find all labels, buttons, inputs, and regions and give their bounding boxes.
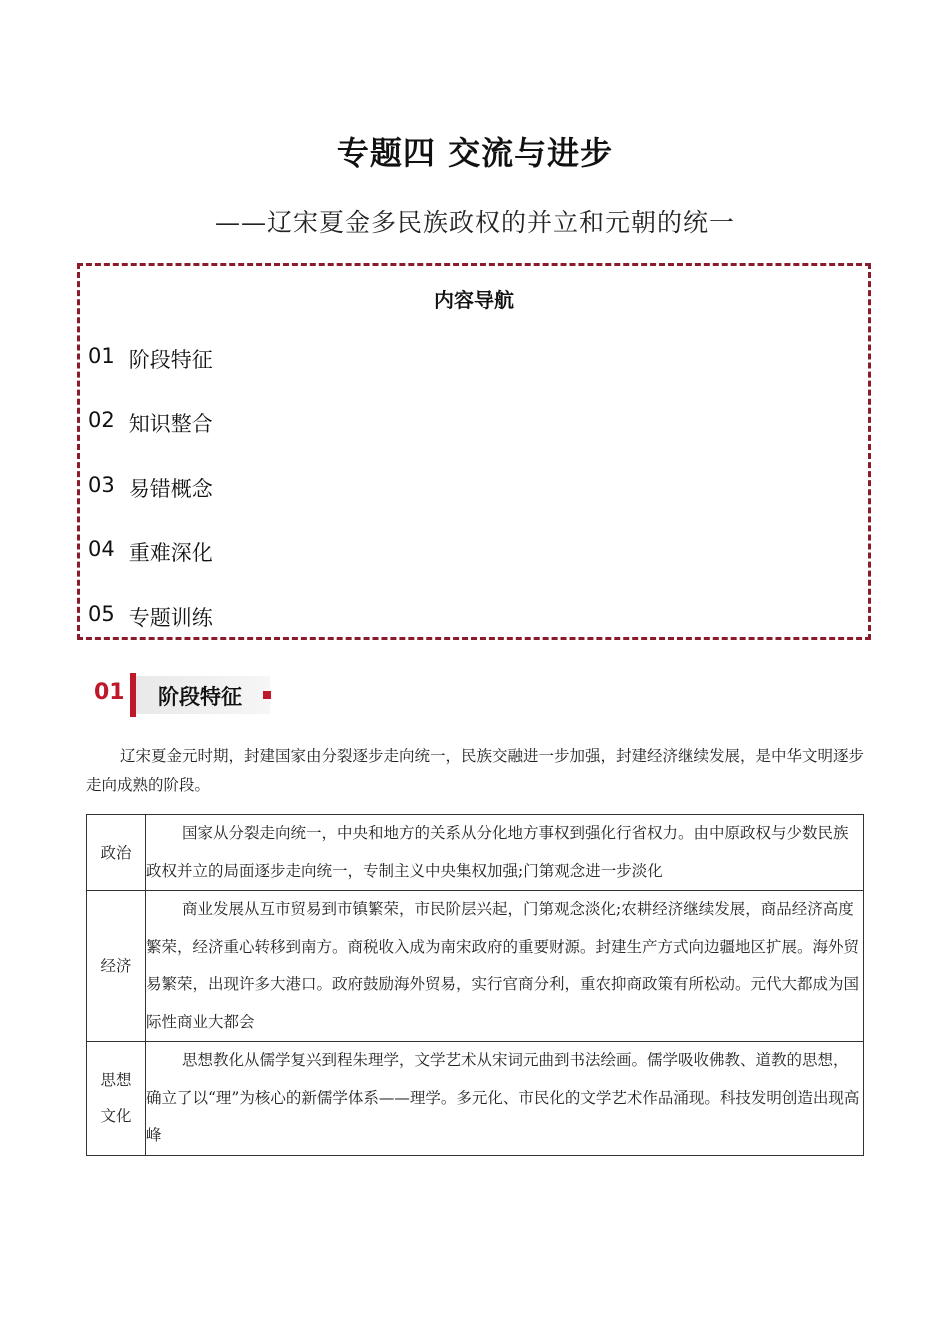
nav-item-label: 专题训练 <box>128 606 213 630</box>
page-title: 专题四 交流与进步 <box>336 134 614 172</box>
nav-item-number: 02 <box>88 408 115 432</box>
nav-item-4[interactable] <box>88 537 213 567</box>
nav-item-5[interactable] <box>88 602 213 632</box>
section-header <box>90 670 280 720</box>
nav-item-number: 04 <box>88 537 115 561</box>
row-label: 政治 <box>87 815 146 891</box>
section-square-icon <box>263 691 271 699</box>
row-content: 商业发展从互市贸易到市镇繁荣，市民阶层兴起，门第观念淡化;农耕经济继续发展，商品经济高度繁荣，经济重心转移到南方。商税收入成为南宋政府的重要财源。封建生产方式向边疆地区扩展。海外贸易繁荣，出现许多大港口。政府鼓励海外贸易，实行官商分利，重农抑商政策有所松动。元代大都成为国际性商业大都会 <box>146 891 864 1042</box>
row-content: 思想教化从儒学复兴到程朱理学，文学艺术从宋词元曲到书法绘画。儒学吸收佛教、道教的思想，确立了以“理”为核心的新儒学体系——理学。多元化、市民化的文学艺术作品涌现。科技发明创造出现高峰 <box>146 1042 864 1156</box>
nav-title: 内容导航 <box>434 288 514 312</box>
section-number: 01 <box>94 680 125 705</box>
nav-item-number: 03 <box>88 473 115 497</box>
nav-item-2[interactable] <box>88 408 213 438</box>
table-row <box>87 891 864 1042</box>
intro-paragraph: 辽宋夏金元时期，封建国家由分裂逐步走向统一，民族交融进一步加强，封建经济继续发展，是中华文明逐步走向成熟的阶段。 <box>86 747 865 794</box>
row-label: 思想文化 <box>87 1042 146 1156</box>
content-navigation-box <box>77 263 871 640</box>
section-label: 阶段特征 <box>158 685 242 709</box>
table-row <box>87 1042 864 1156</box>
row-content: 国家从分裂走向统一，中央和地方的关系从分化地方事权到强化行省权力。由中原政权与少数民族政权并立的局面逐步走向统一，专制主义中央集权加强;门第观念进一步淡化 <box>146 815 864 891</box>
stage-features-table <box>86 814 864 1156</box>
nav-item-label: 阶段特征 <box>128 348 213 372</box>
nav-item-1[interactable] <box>88 344 213 374</box>
nav-item-number: 01 <box>88 344 115 368</box>
nav-item-label: 知识整合 <box>128 412 213 436</box>
table-row <box>87 815 864 891</box>
nav-item-number: 05 <box>88 602 115 626</box>
nav-item-label: 重难深化 <box>128 541 213 565</box>
nav-item-3[interactable] <box>88 473 213 503</box>
row-label: 经济 <box>87 891 146 1042</box>
nav-item-label: 易错概念 <box>128 477 213 501</box>
page-subtitle: ——辽宋夏金多民族政权的并立和元朝的统一 <box>214 208 735 237</box>
